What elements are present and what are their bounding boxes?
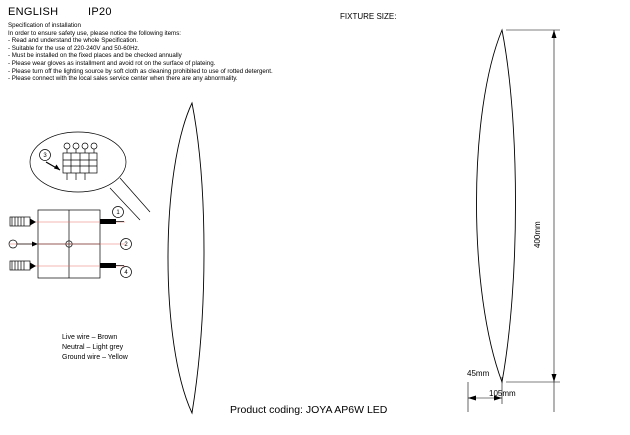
spec-item: - Read and understand the whole Specification. <box>8 37 139 45</box>
neutral-wire-label: Neutral – Light grey <box>62 344 124 351</box>
wire-colour-legend <box>62 333 128 363</box>
depth-dimension-label: 45mm <box>467 369 490 378</box>
ground-wire-label: Ground wire – Yellow <box>62 354 128 361</box>
spec-item: - Suitable for the use of 220-240V and 50-60Hz. <box>8 44 140 52</box>
callout-4-label: 4 <box>124 270 128 277</box>
lamp-outline-dimensioned <box>477 30 516 382</box>
live-wire-label: Live wire – Brown <box>62 334 118 341</box>
fixture-size-label: FIXTURE SIZE: <box>340 12 397 21</box>
height-dimension-label: 400mm <box>533 221 542 248</box>
spec-item: - Please connect with the local sales service center when there are any abnormality. <box>8 75 238 83</box>
product-coding-label: Product coding: JOYA AP6W LED <box>230 404 388 416</box>
language-label: ENGLISH <box>8 6 59 18</box>
ip-rating-label: IP20 <box>88 6 112 18</box>
width-dimension-label: 105mm <box>489 389 516 398</box>
callout-1-label: 1 <box>116 210 120 217</box>
spec-item: - Please wear gloves as installment and avoid rot on the surface of plateing. <box>8 59 216 67</box>
lamp-outline-large <box>168 103 204 413</box>
lamp-side-view-large <box>120 95 250 425</box>
spec-heading: Specification of installation <box>8 22 81 29</box>
callout-3-label: 3 <box>43 153 47 160</box>
fixture-size-drawing <box>420 22 620 412</box>
spec-item: - Please turn off the lighting source by soft cloth as cleaning prohibited to use of rotted detergent. <box>8 67 273 75</box>
callout-2-label: 2 <box>124 242 128 249</box>
spec-item: - Must be installed on the fixed places and be checked annually <box>8 52 182 60</box>
specification-block <box>8 22 308 83</box>
spec-intro: In order to ensure safety use, please notice the following items: <box>8 29 182 37</box>
